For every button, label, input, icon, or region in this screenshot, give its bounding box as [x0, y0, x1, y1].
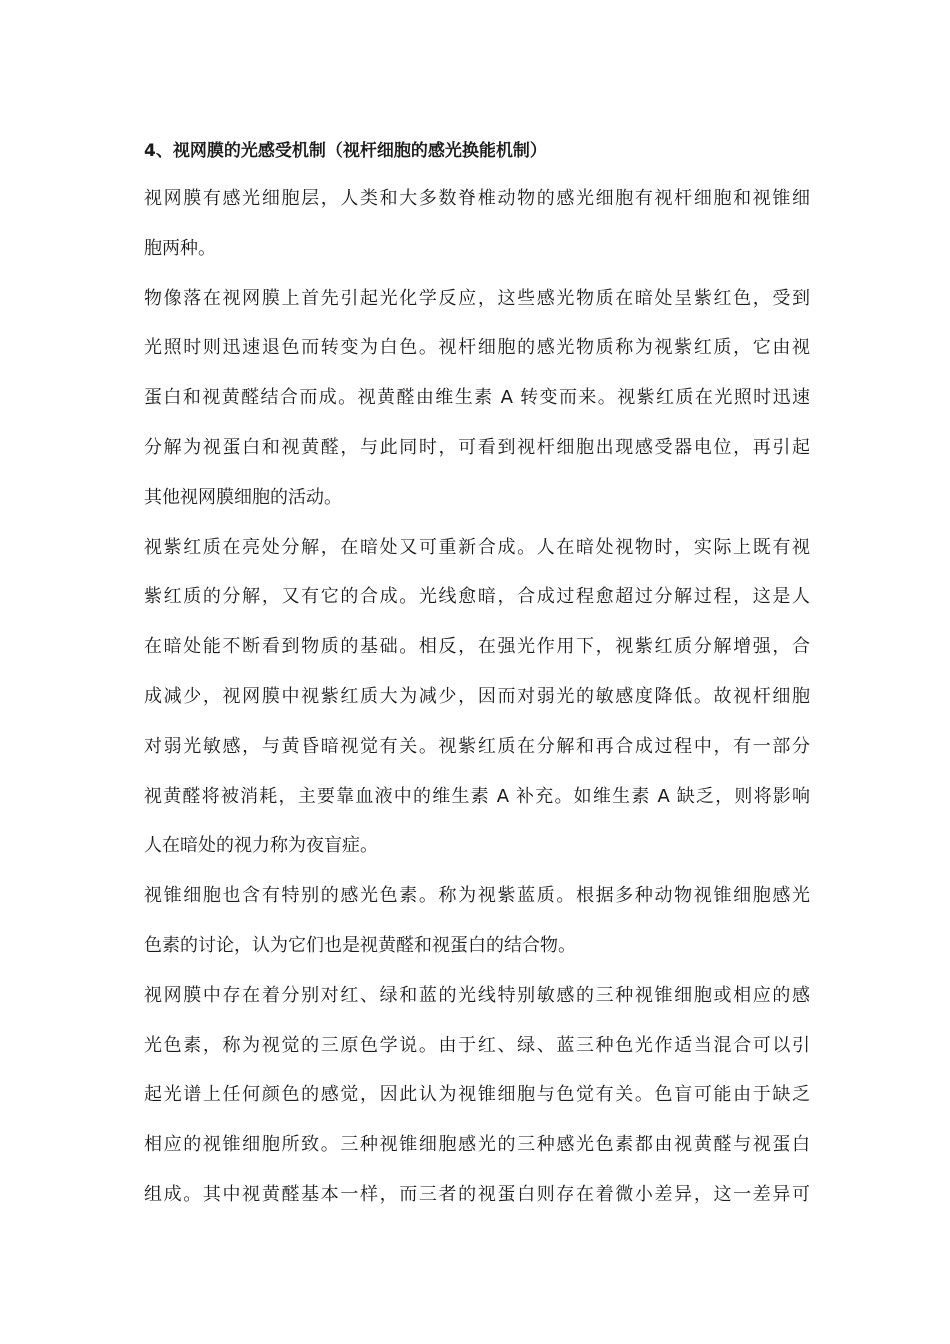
paragraph-rhodopsin-cycle: [144, 523, 810, 872]
paragraph-photochemical-reaction: [144, 274, 810, 523]
section-heading: 4、视网膜的光感受机制（视杆细胞的感光换能机制）: [144, 141, 547, 161]
document-page: [144, 136, 810, 1220]
text-line: 胞两种。: [144, 237, 216, 259]
text-line: 物像落在视网膜上首先引起光化学反应，这些感光物质在暗处呈紫红色，受到: [144, 287, 810, 309]
text-line: 组成。其中视黄醛基本一样，而三者的视蛋白则存在着微小差异，这一差异可: [144, 1183, 810, 1205]
text-line: 蛋白和视黄醛结合而成。视黄醛由维生素 A 转变而来。视紫红质在光照时迅速: [144, 387, 810, 409]
text-line: 人在暗处的视力称为夜盲症。: [144, 835, 378, 857]
text-line: 色素的讨论，认为它们也是视黄醛和视蛋白的结合物。: [144, 934, 576, 956]
text-line: 视锥细胞也含有特别的感光色素。称为视紫蓝质。根据多种动物视锥细胞感光: [144, 885, 810, 907]
text-line: 视紫红质在亮处分解，在暗处又可重新合成。人在暗处视物时，实际上既有视: [144, 536, 810, 558]
text-line: 分解为视蛋白和视黄醛，与此同时，可看到视杆细胞出现感受器电位，再引起: [144, 436, 810, 458]
text-line: 视网膜中存在着分别对红、绿和蓝的光线特别敏感的三种视锥细胞或相应的感: [144, 984, 810, 1006]
paragraph-trichromatic-theory: [144, 971, 810, 1220]
text-line: 视网膜有感光细胞层，人类和大多数脊椎动物的感光细胞有视杆细胞和视锥细: [144, 188, 810, 209]
text-line: 紫红质的分解，又有它的合成。光线愈暗，合成过程愈超过分解过程，这是人: [144, 586, 810, 608]
text-line: 其他视网膜细胞的活动。: [144, 486, 342, 508]
paragraph-photoreceptor-types: [144, 174, 810, 274]
text-line: 成减少，视网膜中视紫红质大为减少，因而对弱光的敏感度降低。故视杆细胞: [144, 685, 810, 707]
text-line: 光色素，称为视觉的三原色学说。由于红、绿、蓝三种色光作适当混合可以引: [144, 1034, 810, 1056]
text-line: 起光谱上任何颜色的感觉，因此认为视锥细胞与色觉有关。色盲可能由于缺乏: [144, 1084, 810, 1106]
text-line: 视黄醛将被消耗，主要靠血液中的维生素 A 补充。如维生素 A 缺乏，则将影响: [144, 785, 810, 807]
text-line: 在暗处能不断看到物质的基础。相反，在强光作用下，视紫红质分解增强，合: [144, 636, 810, 658]
paragraph-cone-pigment: [144, 871, 810, 971]
text-line: 相应的视锥细胞所致。三种视锥细胞感光的三种感光色素都由视黄醛与视蛋白: [144, 1134, 810, 1156]
text-line: 光照时则迅速退色而转变为白色。视杆细胞的感光物质称为视紫红质，它由视: [144, 337, 810, 359]
text-line: 对弱光敏感，与黄昏暗视觉有关。视紫红质在分解和再合成过程中，有一部分: [144, 735, 810, 757]
